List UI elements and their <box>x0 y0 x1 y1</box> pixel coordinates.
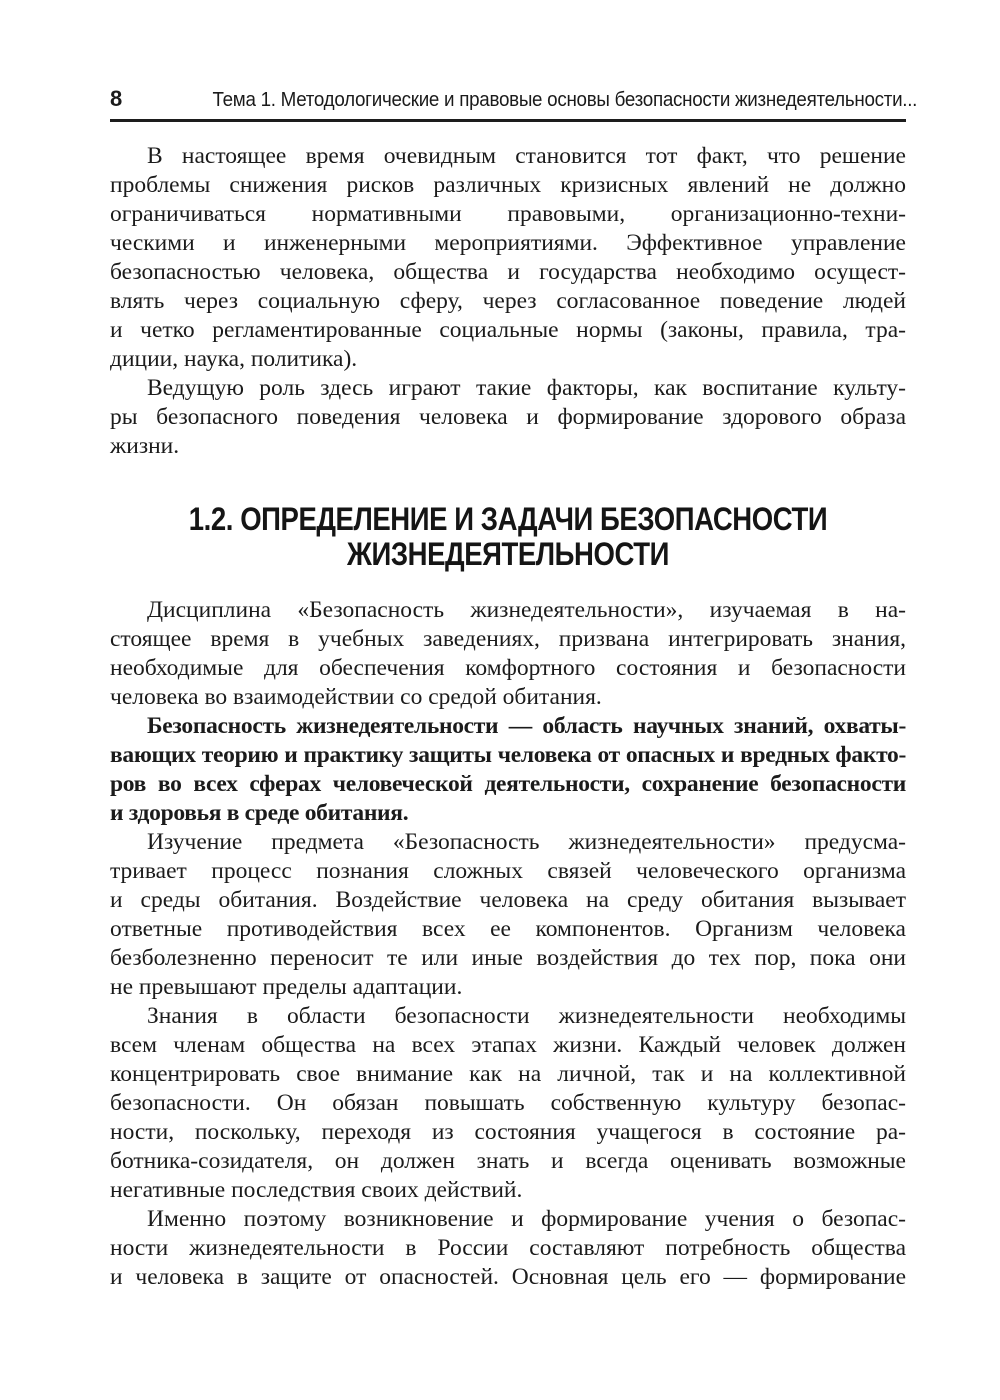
text-line: человека во взаимодействии со средой обитания. <box>110 684 602 710</box>
paragraph <box>110 596 906 712</box>
text-line: Дисциплина «Безопасность жизнедеятельности», изучаемая в на- <box>147 597 906 623</box>
paragraph <box>110 142 906 374</box>
text-line: жизни. <box>110 433 180 459</box>
text-line: безопасности. Он обязан повышать собственную культуру безопас- <box>110 1090 906 1116</box>
paragraph <box>110 828 906 1002</box>
paragraph-bold-definition <box>110 712 906 828</box>
text-line: и четко регламентированные социальные нормы (законы, правила, тра- <box>110 317 906 343</box>
text-line: В настоящее время очевидным становится тот факт, что решение <box>147 143 906 169</box>
text-line: Ведущую роль здесь играют такие факторы, как воспитание культу- <box>147 375 906 401</box>
section-heading-line: 1.2. ОПРЕДЕЛЕНИЕ И ЗАДАЧИ БЕЗОПАСНОСТИ <box>188 501 828 537</box>
text-line: и здоровья в среде обитания. <box>110 800 409 826</box>
text-line: ности жизнедеятельности в России составляют потребность общества <box>110 1235 906 1261</box>
text-line: концентрировать свое внимание как на личной, так и на коллективной <box>110 1061 906 1087</box>
text-line: безболезненно переносит те или иные воздействия до тех пор, пока они <box>110 945 906 971</box>
text-line: ров во всех сферах человеческой деятельности, сохранение безопасности <box>110 771 906 797</box>
page-content <box>110 86 918 1292</box>
text-line: безопасностью человека, общества и государства необходимо осущест- <box>110 259 906 285</box>
text-line: ботника-созидателя, он должен знать и всегда оценивать возможные <box>110 1148 906 1174</box>
page-number: 8 <box>110 86 123 111</box>
text-line: ответные противодействия всех ее компонентов. Организм человека <box>110 916 906 942</box>
text-line: проблемы снижения рисков различных кризисных явлений не должно <box>110 172 906 198</box>
paragraph <box>110 1002 906 1205</box>
text-line: всем членам общества на всех этапах жизни. Каждый человек должен <box>110 1032 906 1058</box>
body-text <box>110 142 906 1292</box>
text-line: ческими и инженерными мероприятиями. Эффективное управление <box>110 230 906 256</box>
section-heading <box>110 502 906 572</box>
text-line: Безопасность жизнедеятельности — область научных знаний, охваты- <box>147 713 906 739</box>
text-line: и среды обитания. Воздействие человека на среду обитания вызывает <box>110 887 906 913</box>
text-line: тривает процесс познания сложных связей человеческого организма <box>110 858 906 884</box>
paragraph <box>110 374 906 461</box>
running-head <box>110 86 918 112</box>
text-line: необходимые для обеспечения комфортного состояния и безопасности <box>110 655 906 681</box>
text-line: диции, наука, политика). <box>110 346 358 372</box>
text-line: ры безопасного поведения человека и формирование здорового образа <box>110 404 906 430</box>
text-line: стоящее время в учебных заведениях, призвана интегрировать знания, <box>110 626 906 652</box>
text-line: вающих теорию и практику защиты человека от опасных и вредных факто- <box>110 742 906 768</box>
text-line: и человека в защите от опасностей. Основная цель его — формирование <box>110 1264 906 1290</box>
text-line: Изучение предмета «Безопасность жизнедеятельности» предусма- <box>147 829 906 855</box>
running-title: Тема 1. Методологические и правовые основы безопасности жизнедеятельности... <box>212 89 918 111</box>
text-line: ограничиваться нормативными правовыми, организационно-техни- <box>110 201 906 227</box>
text-line: не превышают пределы адаптации. <box>110 974 463 1000</box>
section-heading-line: ЖИЗНЕДЕЯТЕЛЬНОСТИ <box>347 536 669 572</box>
header-rule <box>110 119 906 122</box>
text-line: ности, поскольку, переходя из состояния учащегося в состояние ра- <box>110 1119 906 1145</box>
paragraph <box>110 1205 906 1292</box>
text-line: Именно поэтому возникновение и формирование учения о безопас- <box>147 1206 906 1232</box>
text-line: Знания в области безопасности жизнедеятельности необходимы <box>147 1003 906 1029</box>
text-line: негативные последствия своих действий. <box>110 1177 523 1203</box>
text-line: влять через социальную сферу, через согласованное поведение людей <box>110 288 906 314</box>
